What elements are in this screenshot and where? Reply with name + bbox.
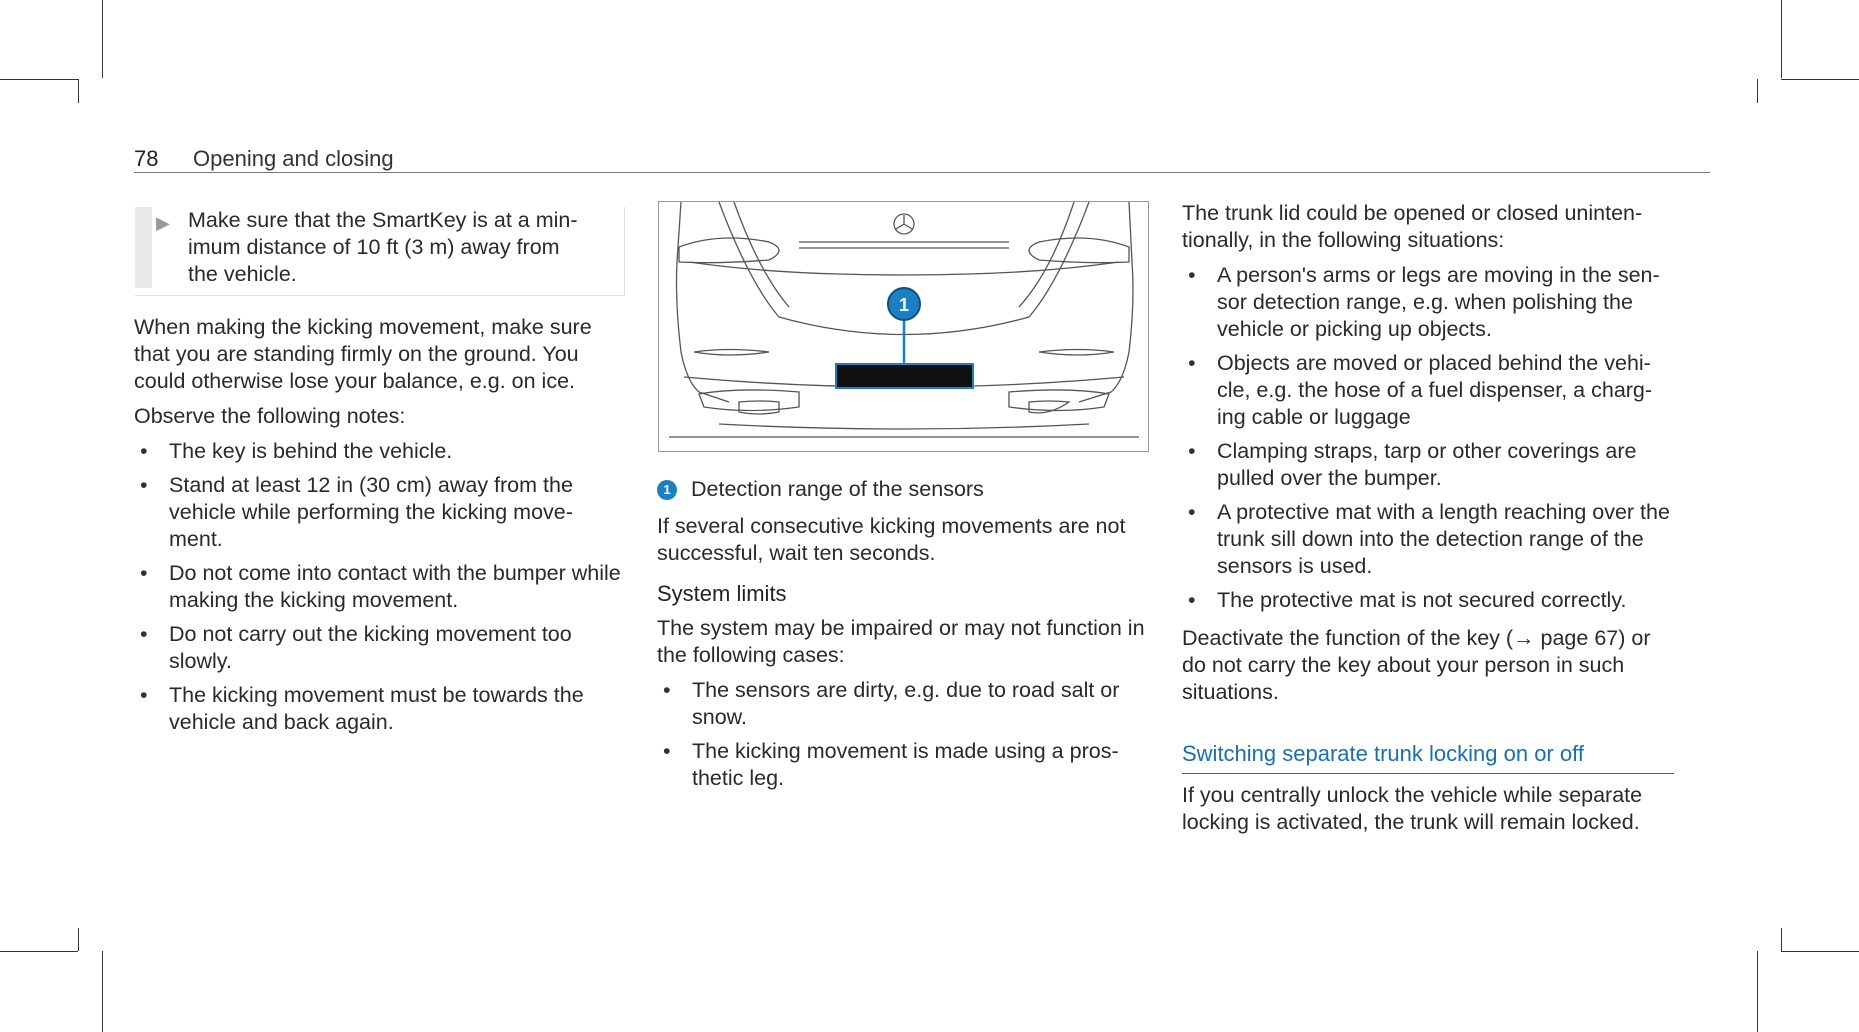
bullet-icon: • (140, 622, 148, 646)
paragraph: The trunk lid could be opened or closed uninten-tionally, in the following situations: (1182, 201, 1643, 252)
instruction-bar (135, 207, 152, 288)
bullet-list (1182, 262, 1674, 614)
bullet-icon: • (663, 739, 671, 763)
crop-mark (1781, 79, 1859, 80)
left-column (134, 207, 626, 743)
list-item: • A protective mat with a length reaching over the trunk sill down into the detection range of the sensors is used. (1188, 500, 1670, 578)
paragraph: The system may be impaired or may not function in the following cases: (657, 616, 1145, 667)
crop-mark (0, 951, 78, 952)
crop-mark (78, 928, 79, 951)
list-item: • A person's arms or legs are moving in the sen-sor detection range, e.g. when polishing the vehicle or picking up objects. (1188, 263, 1660, 341)
list-item: • Clamping straps, tarp or other coverings are pulled over the bumper. (1188, 439, 1637, 490)
bullet-icon: • (140, 439, 148, 463)
list-item: • The kicking movement is made using a pros-thetic leg. (663, 739, 1119, 790)
list-item: • Stand at least 12 in (30 cm) away from the vehicle while performing the kicking move-ment. (140, 473, 573, 551)
callout-number: 1 (898, 295, 910, 315)
crop-mark (102, 951, 103, 1032)
figure-legend: 1 Detection range of the sensors (657, 476, 1151, 503)
bullet-icon: • (663, 678, 671, 702)
bullet-icon: • (1188, 351, 1196, 375)
bullet-icon: • (140, 683, 148, 707)
crop-mark (1757, 951, 1758, 1032)
sensor-detection-area (836, 364, 973, 388)
list-item: • The protective mat is not secured correctly. (1188, 588, 1627, 612)
subheading: System limits (657, 581, 787, 606)
bullet-icon: • (1188, 439, 1196, 463)
crop-mark (102, 0, 103, 78)
right-column (1182, 200, 1674, 836)
car-rear-sensor-illustration (659, 202, 1149, 452)
instruction-arrow-icon: ▶ (156, 213, 170, 233)
crop-mark (1781, 928, 1782, 951)
bullet-icon: • (1188, 588, 1196, 612)
section-heading: Switching separate trunk locking on or off (1182, 740, 1674, 774)
section-title: Opening and closing (193, 146, 394, 171)
bullet-icon: • (1188, 500, 1196, 524)
bullet-icon: • (140, 561, 148, 585)
legend-number-badge: 1 (657, 480, 677, 500)
paragraph: If several consecutive kicking movements are not successful, wait ten seconds. (657, 514, 1126, 565)
list-item: • The key is behind the vehicle. (140, 439, 453, 463)
list-item: • The sensors are dirty, e.g. due to road salt or snow. (663, 678, 1120, 729)
middle-column (657, 476, 1151, 799)
instruction-text: Make sure that the SmartKey is at a min- imum distance of 10 ft (3 m) away from the vehicle. (188, 208, 578, 286)
instruction-box (135, 207, 625, 296)
car-rear-figure (658, 201, 1149, 452)
list-item: • Do not come into contact with the bumper while making the kicking movement. (140, 561, 621, 612)
paragraph-page-reference[interactable]: Deactivate the function of the key (→ page 67) or do not carry the key about your person in such situations. (1182, 626, 1651, 704)
crop-mark (1757, 79, 1758, 103)
page-number: 78 (134, 146, 159, 171)
paragraph: When making the kicking movement, make sure that you are standing firmly on the ground. You could otherwise lose your balance, e.g. on ice. (134, 315, 592, 393)
crop-mark (0, 79, 78, 80)
list-item: • The kicking movement must be towards the vehicle and back again. (140, 683, 584, 734)
crop-mark (78, 79, 79, 103)
bullet-icon: • (1188, 263, 1196, 287)
crop-mark (1781, 951, 1859, 952)
list-item: • Objects are moved or placed behind the vehi-cle, e.g. the hose of a fuel dispenser, a charg-ing cable or luggage (1188, 351, 1653, 429)
paragraph: If you centrally unlock the vehicle while separate locking is activated, the trunk will remain locked. (1182, 783, 1643, 834)
header-divider (134, 172, 1710, 173)
list-item: • Do not carry out the kicking movement too slowly. (140, 622, 572, 673)
crop-mark (1781, 0, 1782, 78)
bullet-list (134, 438, 626, 736)
bullet-icon: • (140, 473, 148, 497)
paragraph: Observe the following notes: (134, 404, 406, 428)
bullet-list (657, 677, 1151, 792)
